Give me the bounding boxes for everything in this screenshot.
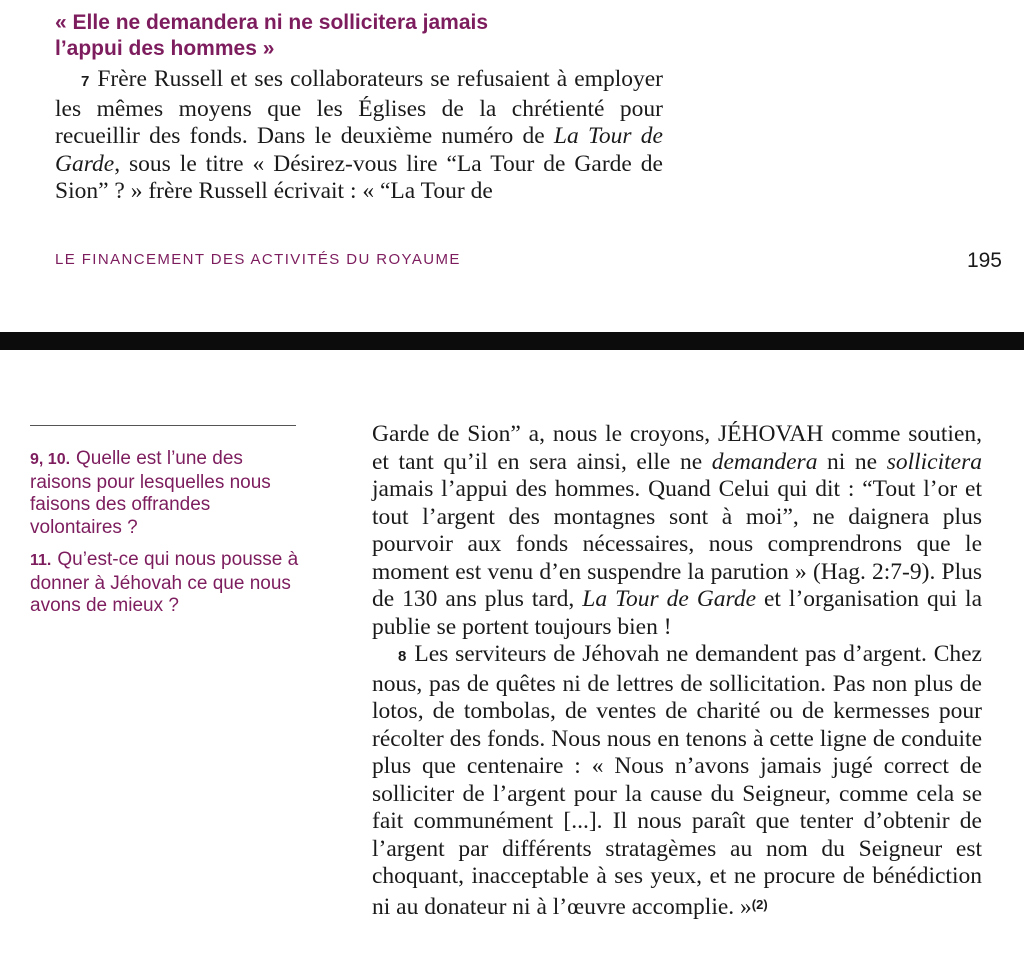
subheading-line-2: l’appui des hommes » — [55, 37, 275, 60]
emphasis: sollicitera — [886, 448, 982, 475]
paragraph-text: Frère Russell et ses collaborateurs se refusaient à employer les mêmes moyens que les Églises de la chrétienté pour recueillir des fonds. Dans le deuxième numéro de — [55, 66, 663, 149]
study-questions — [30, 448, 300, 628]
question-text: Qu’est-ce qui nous pousse à donner à Jéhovah ce que nous avons de mieux ? — [30, 549, 299, 616]
question-item — [30, 549, 300, 618]
paragraph-number: 7 — [81, 73, 90, 90]
text-run: Garde de Sion” a, nous le croyons, JÉHOVAH comme soutien, et tant qu’il en sera ainsi, elle ne — [372, 421, 982, 475]
sidebar-rule — [30, 425, 296, 426]
paragraph-text: Les serviteurs de Jéhovah ne demandent pas d’argent. Chez nous, pas de quêtes ni de lettres de sollicitation. Pas non plus de lotos, de tombolas, de ventes de charité ou de kermesses pour récolter des fonds. Nous nous en tenons à cette ligne de conduite plus que centenaire : « Nous n’avons jamais jugé correct de solliciter de l’argent pour la cause du Seigneur, comme cela se fait communément [...]. Il nous paraît que tenter d’obtenir de l’argent par différents stratagèmes au nom du Seigneur est choquant, inacceptable à ses yeux, et ne procure de bénédiction ni au donateur ni à l’œuvre accomplie. » — [372, 641, 982, 920]
page-number: 195 — [966, 249, 1002, 272]
emphasis: demandera — [711, 448, 818, 475]
paragraph-text-continued: , sous le titre « Désirez-vous lire “La Tour de Garde de Sion” ? » frère Russell écrivait : « “La Tour de — [55, 150, 663, 204]
running-footer-title: LE FINANCEMENT DES ACTIVITÉS DU ROYAUME — [55, 251, 461, 268]
text-run: jamais l’appui des hommes. Quand Celui qui dit : “Tout l’or et tout l’argent des montagnes sont à moi”, ne daignera plus pourvoir aux fonds nécessaires, nous comprendrons que le moment est venu d’en suspendre la parution » (Hag. 2:7-9). Plus de 130 ans plus tard, — [372, 476, 982, 612]
page-separator — [0, 332, 1024, 350]
paragraph-number: 8 — [398, 648, 407, 665]
section-subheading — [55, 10, 675, 62]
footnote-reference[interactable]: (2) — [751, 896, 768, 912]
main-text-column — [372, 421, 982, 921]
paragraph-7 — [55, 66, 663, 206]
question-text: Quelle est l’une des raisons pour lesquelles nous faisons des offrandes volontaires ? — [30, 448, 271, 538]
question-number: 9, 10. — [30, 451, 71, 468]
publication-title: La Tour de Garde — [582, 586, 756, 612]
previous-page — [0, 0, 1024, 332]
question-number: 11. — [30, 552, 52, 569]
question-item — [30, 448, 300, 539]
text-run: et l’organisation qui la publie se portent toujours bien ! — [372, 586, 983, 640]
publication-title: La Tour de Garde — [55, 123, 663, 177]
subheading-line-1: « Elle ne demandera ni ne sollicitera jamais — [55, 11, 489, 34]
paragraph-8 — [372, 641, 982, 921]
text-run: ni ne — [817, 448, 887, 475]
paragraph-continuation — [372, 421, 982, 641]
